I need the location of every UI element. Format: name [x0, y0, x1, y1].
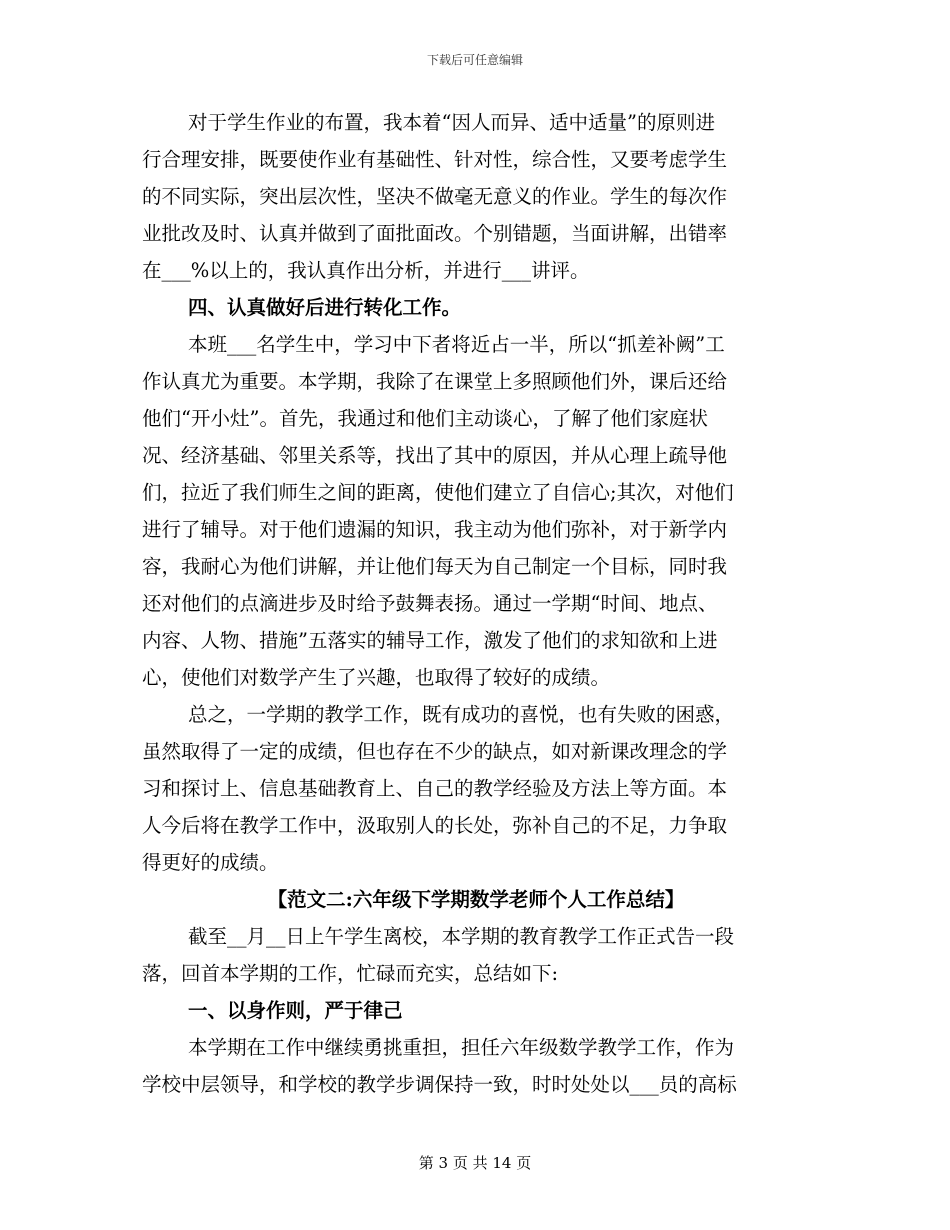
text-line: 习和探讨上、信息基础教育上、自己的教学经验及方法上等方面。本	[142, 777, 728, 800]
text-line: 人今后将在教学工作中，汲取别人的长处，弥补自己的不足，力争取	[142, 814, 728, 837]
text-line: 们，拉近了我们师生之间的距离，使他们建立了自信心;其次，对他们	[142, 481, 734, 504]
page-footer: 第 3 页 共 14 页	[418, 1154, 532, 1172]
article-title: 【范文二:六年级下学期数学老师个人工作总结】	[267, 888, 685, 911]
text-line: 虽然取得了一定的成绩，但也存在不少的缺点，如对新课改理念的学	[142, 740, 728, 763]
text-line: 落，回首本学期的工作，忙碌而充实，总结如下:	[142, 962, 559, 985]
text-line: 作认真尤为重要。本学期，我除了在课堂上多照顾他们外，课后还给	[142, 370, 728, 393]
text-line: 在___%以上的，我认真作出分析，并进行___讲评。	[142, 259, 590, 282]
text-line: 本班___名学生中，学习中下者将近占一半，所以“抓差补阙”工	[188, 333, 725, 356]
text-line: 业批改及时、认真并做到了面批面改。个别错题，当面讲解，出错率	[142, 222, 728, 245]
document-body	[142, 104, 810, 1103]
text-line: 心，使他们对数学产生了兴趣，也取得了较好的成绩。	[142, 666, 611, 689]
text-line: 得更好的成绩。	[142, 851, 279, 874]
text-line: 行合理安排，既要使作业有基础性、针对性，综合性，又要考虑学生	[142, 148, 728, 171]
text-line: 他们“开小灶”。首先，我通过和他们主动谈心，了解了他们家庭状	[142, 407, 708, 430]
text-line: 总之，一学期的教学工作，既有成功的喜悦，也有失败的困惑，	[188, 703, 735, 726]
text-line: 容，我耐心为他们讲解，并让他们每天为自己制定一个目标，同时我	[142, 555, 728, 578]
text-line: 对于学生作业的布置，我本着“因人而异、适中适量”的原则进	[188, 111, 715, 134]
text-line: 内容、人物、措施”五落实的辅导工作，激发了他们的求知欲和上进	[142, 629, 718, 652]
text-line: 的不同实际，突出层次性，坚决不做毫无意义的作业。学生的每次作	[142, 185, 728, 208]
text-line: 况、经济基础、邻里关系等，找出了其中的原因，并从心理上疏导他	[142, 444, 728, 467]
text-line: 进行了辅导。对于他们遗漏的知识，我主动为他们弥补，对于新学内	[142, 518, 728, 541]
section-heading: 一、以身作则，严于律己	[188, 999, 403, 1022]
page-header: 下载后可任意编辑	[426, 53, 523, 67]
text-line: 截至__月__日上午学生离校，本学期的教育教学工作正式告一段	[188, 925, 735, 948]
text-line: 本学期在工作中继续勇挑重担，担任六年级数学教学工作，作为	[188, 1036, 735, 1059]
text-line: 学校中层领导，和学校的教学步调保持一致，时时处处以___员的高标	[142, 1073, 737, 1096]
text-line: 还对他们的点滴进步及时给予鼓舞表扬。通过一学期“时间、地点、	[142, 592, 718, 615]
section-heading: 四、认真做好后进行转化工作。	[188, 296, 462, 319]
